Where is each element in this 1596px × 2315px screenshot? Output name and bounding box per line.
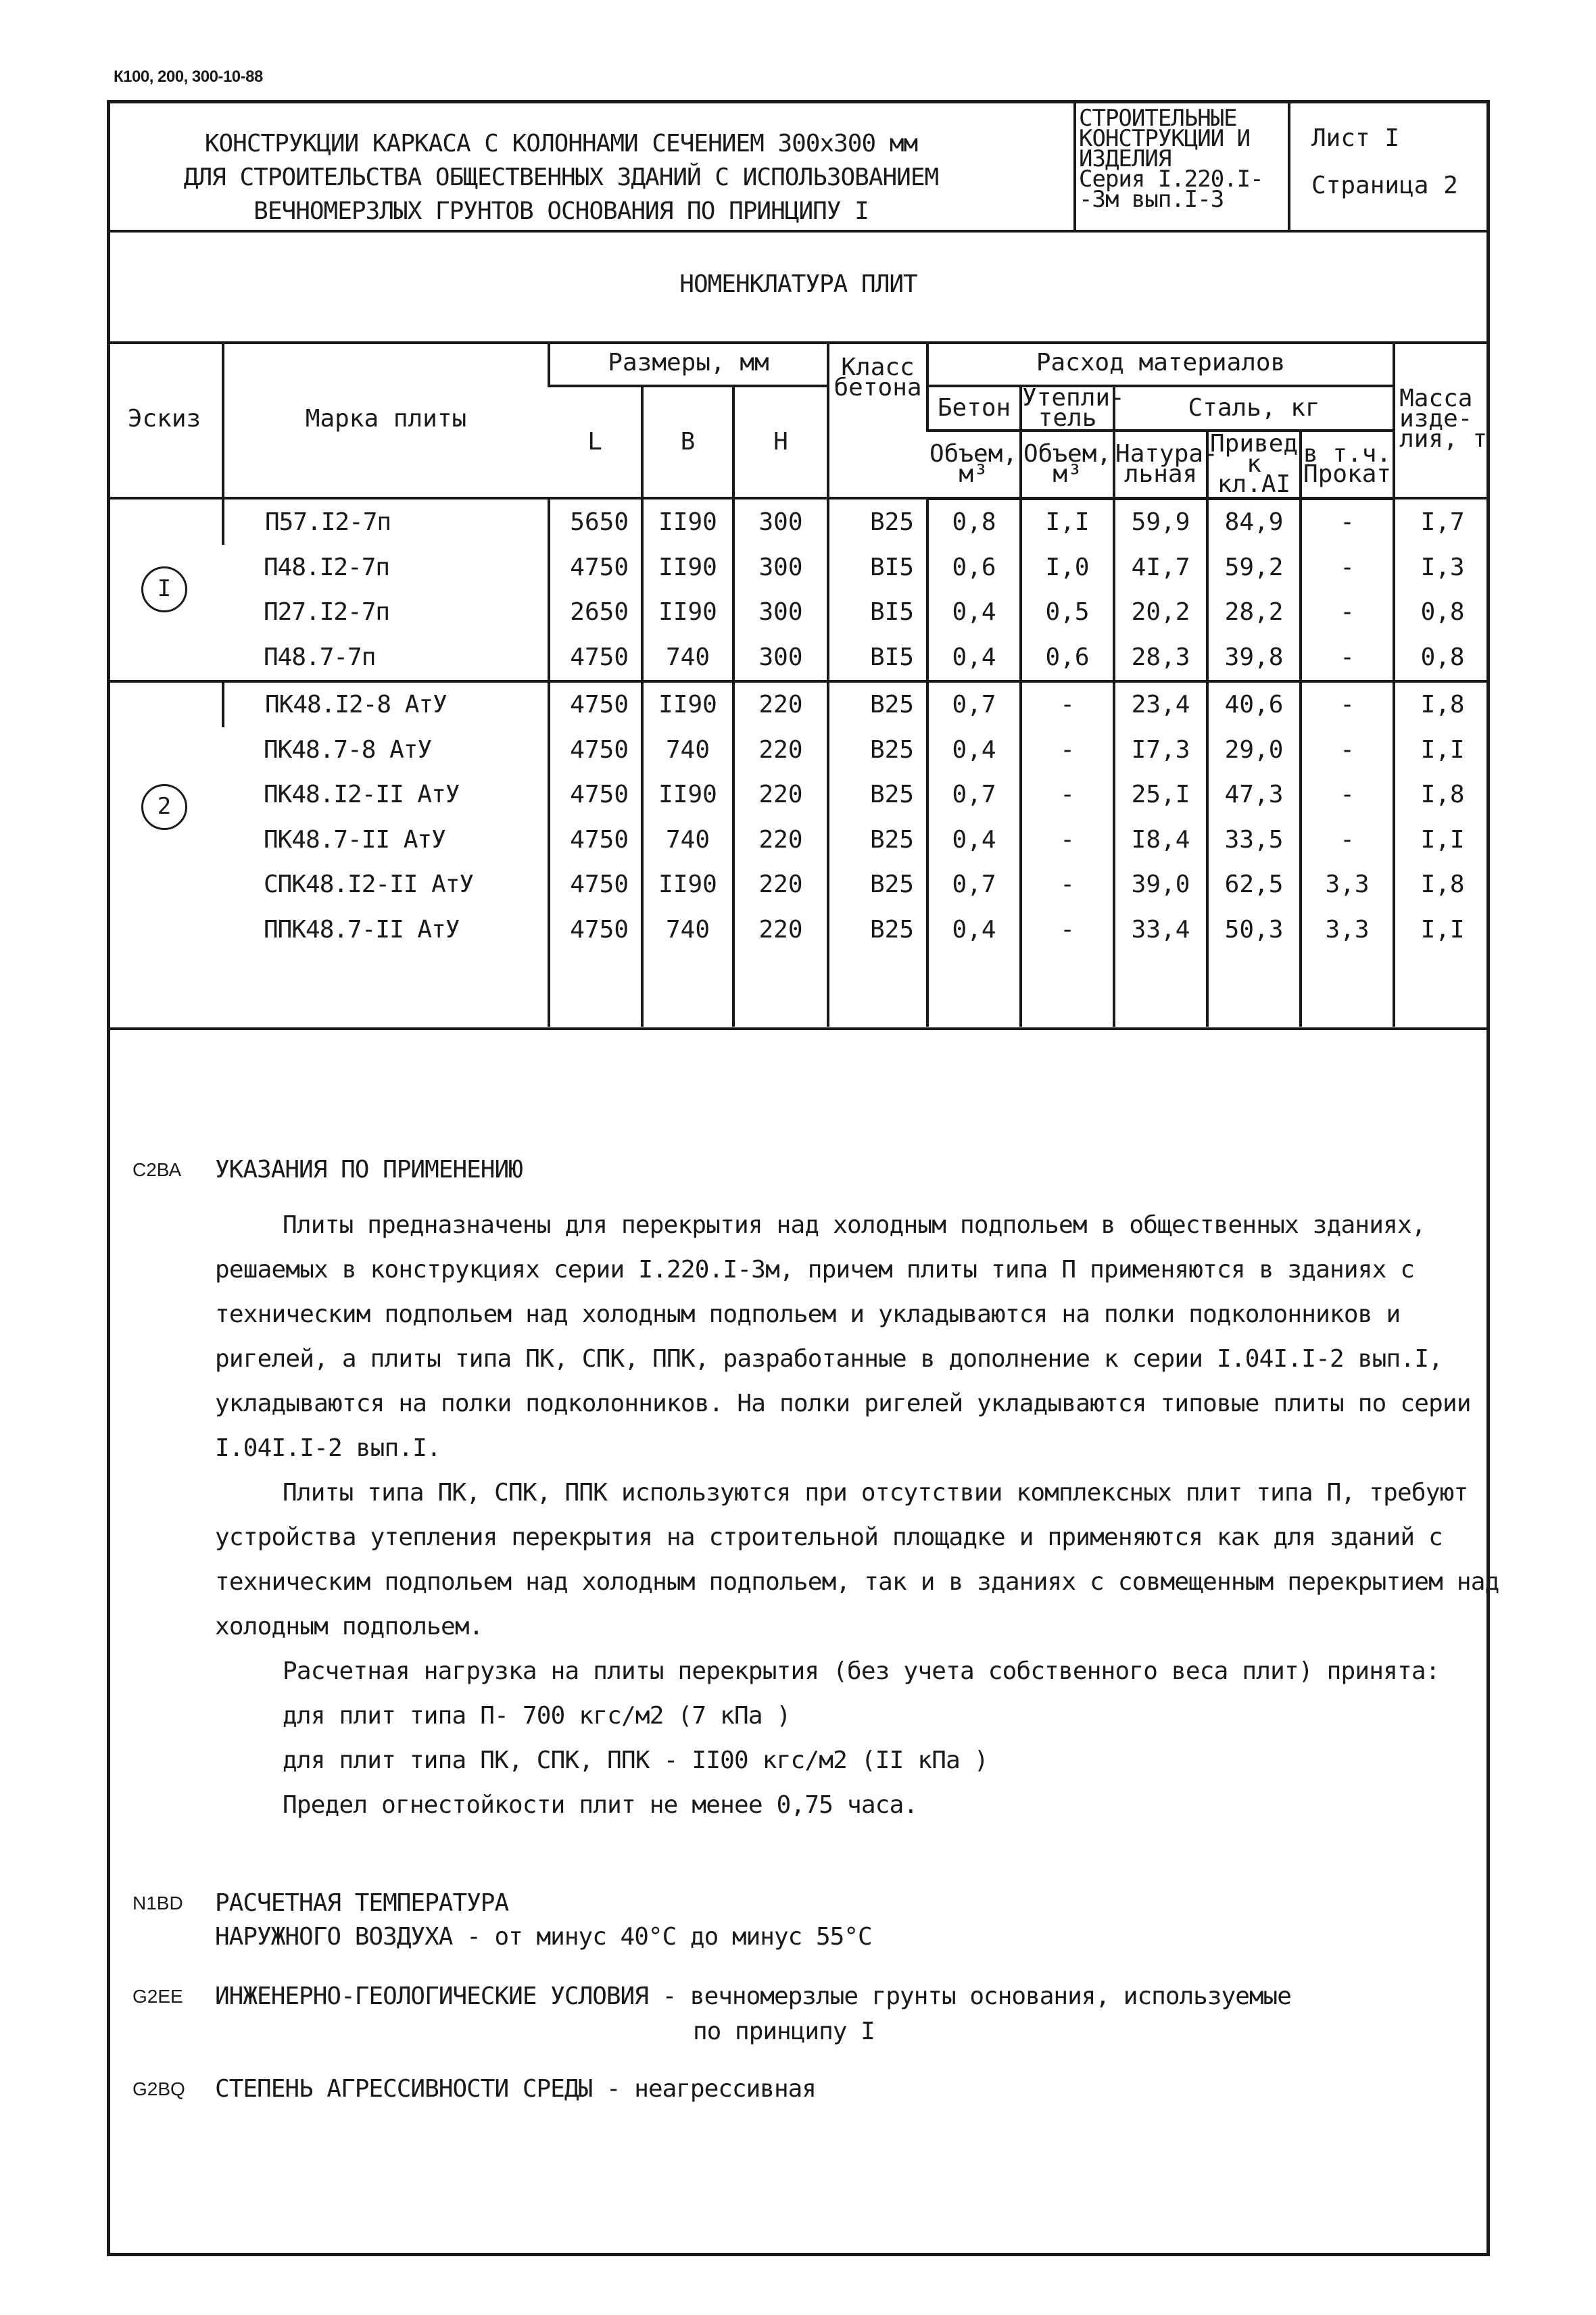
header-insulation-volume: Объем, м³ [1021,431,1114,498]
table-row: I П57.I2-7п 5650 II90 300 В25 0,8 I,I 59,9 84,9 - I,7 [107,498,1490,545]
document-code: К100, 200, 300-10-88 [114,68,263,86]
sheet-info [1311,115,1458,210]
usage-code: С2ВА [132,1159,182,1180]
usage-paragraph-1: Плиты предназначены для перекрытия над холодным подпольем в общественных зданиях, решаемых в конструкциях серии I.220.I-3м, причем плиты типа П применяются в зданиях с техническим подпольем над холодным подпольем и укладываются на полки подколонников и ригелей, а плиты типа ПК, СПК, ППК, разработанные в дополнение к серии I.04I.I-2 вып.I, укладываются на полки подколонников. На полки ригелей укладываются типовые плиты по серии I.04I.I-2 вып.I. [215,1211,1471,1462]
sketch-1 [107,498,223,681]
header-insulation: Утепли- тель [1022,384,1125,432]
title-block-divider-2 [1288,100,1290,231]
geology-code: G2EE [132,1986,183,2007]
header-dims: Размеры, мм [549,341,828,386]
table-title: НОМЕНКЛАТУРА ПЛИТ [679,270,917,298]
header-sketch: Эскиз [107,341,223,498]
title-block-divider-1 [1073,100,1076,231]
sketch-number-badge: 2 [141,784,187,830]
nomenclature-table [107,341,1490,1027]
table-row: ПК48.7-8 АтУ 4750 740 220 В25 0,4 - I7,3 29,0 - I,I [107,727,1490,773]
table-row: 2 ПК48.I2-8 АтУ 4750 II90 220 В25 0,7 - 23,4 40,6 - I,8 [107,681,1490,728]
header-concrete-volume: Объем, м³ [927,431,1021,498]
aggressiveness-line: СТЕПЕНЬ АГРЕССИВНОСТИ СРЕДЫ - неагрессивная [215,2075,816,2103]
table-row: ПК48.7-II АтУ 4750 740 220 В25 0,4 - I8,4 33,5 - I,I [107,817,1490,862]
header-steel-reduced: Привед к кл.АI [1207,431,1301,498]
table-bottom-rule [107,1027,1490,1030]
usage-text [215,1203,1499,1828]
table-row: СПК48.I2-II АтУ 4750 II90 220 В25 0,7 - 39,0 62,5 3,3 I,8 [107,862,1490,908]
header-steel: Сталь, кг [1114,386,1394,431]
table-row: П27.I2-7п 2650 II90 300 ВI5 0,4 0,5 20,2 28,2 - 0,8 [107,590,1490,635]
title-block-bottom-rule [107,230,1490,233]
temperature-line-1: РАСЧЕТНАЯ ТЕМПЕРАТУРА [215,1889,509,1917]
table-row: ППК48.7-II АтУ 4750 740 220 В25 0,4 - 33,4 50,3 3,3 I,I [107,907,1490,952]
table-row: ПК48.I2-II АтУ 4750 II90 220 В25 0,7 - 25,I 47,3 - I,8 [107,773,1490,818]
table-filler-row [107,952,1490,1027]
sketch-2 [107,681,223,1027]
sketch-number-badge: I [141,566,187,612]
usage-paragraph-2: Плиты типа ПК, СПК, ППК используются при отсутствии комплексных плит типа П, требуют устройства утепления перекрытия на строительной площадке и применяются как для зданий с техническим подпольем над холодным подпольем, так и в зданиях с совмещенным перекрытием над холодным подпольем. [215,1479,1499,1640]
header-steel-rolled: в т.ч. Прокат [1301,431,1394,498]
header-steel-natural: Натура- льная [1114,431,1207,498]
usage-load-pk: для плит типа ПК, СПК, ППК - II00 кгс/м2 (II кПа ) [283,1747,988,1774]
usage-fire-resistance: Предел огнестойкости плит не менее 0,75 часа. [283,1791,918,1819]
sheet-number: Лист I [1311,124,1400,152]
header-H: Н [733,386,828,498]
header-materials: Расход материалов [927,341,1394,386]
table-row: П48.I2-7п 4750 II90 300 ВI5 0,6 I,0 4I,7 59,2 - I,3 [107,545,1490,590]
table-row: П48.7-7п 4750 740 300 ВI5 0,4 0,6 28,3 39,8 - 0,8 [107,635,1490,681]
header-concrete: Бетон [927,386,1021,431]
header-mark: Марка плиты [223,341,549,498]
temperature-line-2: НАРУЖНОГО ВОЗДУХА - от минус 40°С до минус 55°С [215,1923,872,1951]
series-block: СТРОИТЕЛЬНЫЕ КОНСТРУКЦИИ И ИЗДЕЛИЯ Серия I.220.I- -3м вып.I-3 [1079,105,1263,213]
aggressiveness-code: G2BQ [132,2078,185,2099]
geology-line-2: по принципу I [693,2018,875,2045]
document-title: КОНСТРУКЦИИ КАРКАСА С КОЛОННАМИ СЕЧЕНИЕМ 300х300 мм ДЛЯ СТРОИТЕЛЬСТВА ОБЩЕСТВЕННЫХ ЗДАНИЙ С ИСПОЛЬЗОВАНИЕМ ВЕЧНОМЕРЗЛЫХ ГРУНТОВ ОСНОВАНИЯ ПО ПРИНЦИПУ I [183,130,939,225]
usage-title: УКАЗАНИЯ ПО ПРИМЕНЕНИЮ [215,1156,523,1184]
header-B: В [642,386,733,498]
header-concrete-class: Класс бетона [828,341,927,498]
page-number: Страница 2 [1311,172,1458,199]
geology-line-1: ИНЖЕНЕРНО-ГЕОЛОГИЧЕСКИЕ УСЛОВИЯ - вечномерзлые грунты основания, используемые [215,1982,1291,2010]
usage-load-line: Расчетная нагрузка на плиты перекрытия (без учета собственного веса плит) принята: [283,1657,1440,1685]
header-L: L [549,386,642,498]
usage-load-p: для плит типа П- 700 кгс/м2 (7 кПа ) [283,1702,791,1730]
header-mass: Масса изде- лия, т [1394,341,1490,498]
temperature-code: N1BD [132,1893,183,1914]
